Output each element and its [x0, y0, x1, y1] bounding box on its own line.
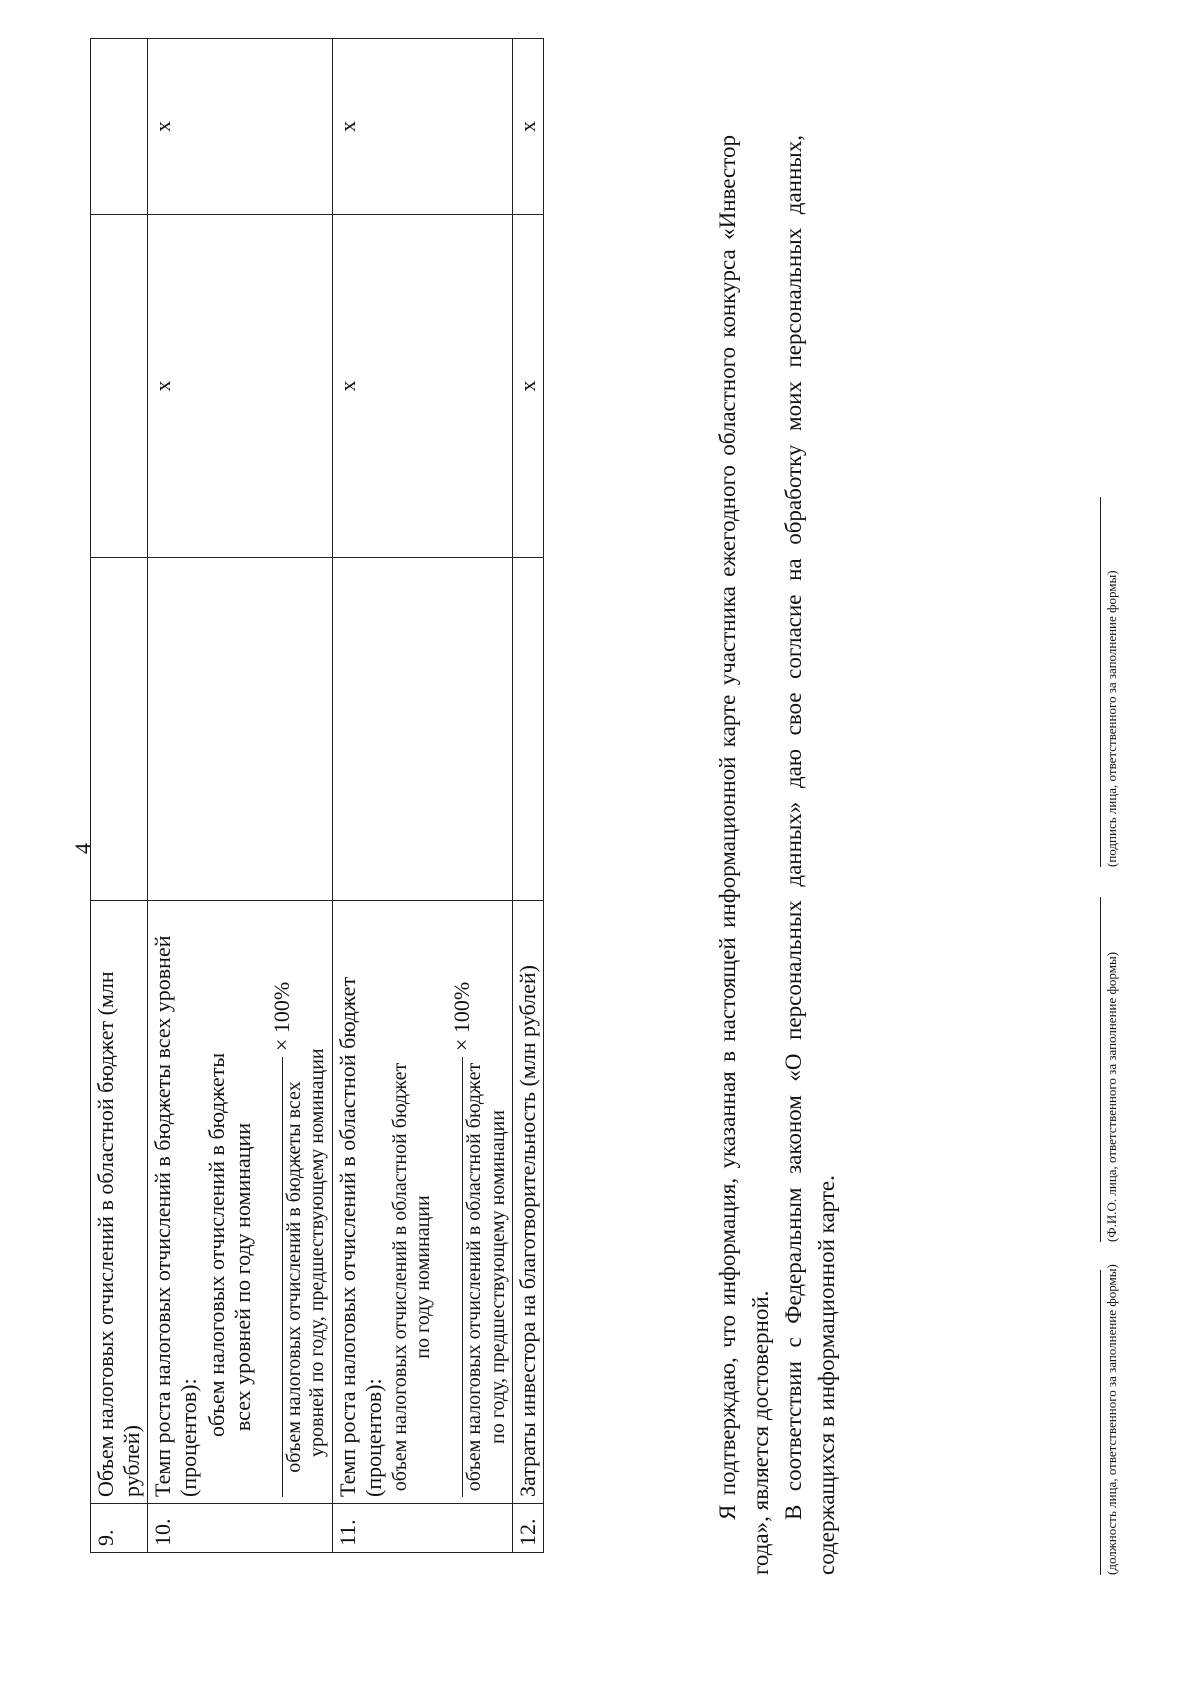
formula [204, 907, 330, 1497]
table-row [332, 39, 512, 1553]
cell-value: x [147, 39, 332, 215]
multiplier: × 100% [449, 981, 474, 1051]
signature-field-position: (должность лица, ответственного за заполнение формы) [1100, 1270, 1120, 1575]
confirmation-paragraph: Я подтверждаю, что информация, указанная в настоящей информационной карте участника ежегодного областного конкурса «Инвестор года», является достоверной. [715, 135, 773, 1575]
formula-numerator-2: всех уровней по году номинации [229, 1122, 255, 1432]
row-number: 12. [513, 1504, 544, 1553]
cell-value [91, 558, 148, 901]
formula-numerator-1: объем налоговых отчислений в областной бюджет [388, 1062, 411, 1492]
formula-denominator-1: объем налоговых отчислений в бюджеты всех [282, 1081, 305, 1473]
formula-denominator-2: по году, предшествующему номинации [486, 1110, 509, 1444]
row-label: Объем налоговых отчислений в областной бюджет (млн рублей) [91, 901, 148, 1504]
signature-field-sign: (подпись лица, ответственного за заполнение формы) [1100, 497, 1120, 867]
cell-value [332, 558, 512, 901]
row-label [332, 901, 512, 1504]
cell-value: x [147, 215, 332, 558]
row-number: 9. [91, 1504, 148, 1553]
formula-numerator-1: объем налоговых отчислений в бюджеты [203, 1052, 229, 1437]
row-label [147, 901, 332, 1504]
table-row [147, 39, 332, 1553]
cell-value [91, 215, 148, 558]
row-number: 11. [332, 1504, 512, 1553]
formula-numerator-2: по году номинации [412, 1195, 435, 1359]
cell-value: x [513, 39, 544, 215]
signature-field-name: (Ф.И.О. лица, ответственного за заполнение формы) [1100, 897, 1120, 1242]
row-label: Затраты инвестора на благотворительность (млн рублей) [513, 901, 544, 1504]
consent-paragraph: В соответствии с Федеральным законом «О персональных данных» даю свое согласие на обработку моих персональных данных, содержащихся в информационной карте. [781, 135, 839, 1575]
indicator-table [90, 38, 544, 1553]
table-row [91, 39, 148, 1553]
page-number: 4 [70, 843, 95, 854]
cell-value [147, 558, 332, 901]
row-number: 10. [147, 1504, 332, 1553]
row-title: Темп роста налоговых отчислений в областной бюджет (процентов): [334, 976, 386, 1497]
cell-value: x [332, 215, 512, 558]
multiplier: × 100% [268, 981, 294, 1051]
cell-value: x [332, 39, 512, 215]
cell-value [91, 39, 148, 215]
table-row [513, 39, 544, 1553]
cell-value: x [513, 215, 544, 558]
formula-denominator-1: объем налоговых отчислений в областной бюджет [463, 1062, 485, 1492]
formula [389, 907, 510, 1497]
row-title: Темп роста налоговых отчислений в бюджеты всех уровней (процентов): [149, 935, 201, 1497]
formula-denominator-2: уровней по году, предшествующему номинации [306, 1048, 329, 1457]
cell-value [513, 558, 544, 901]
